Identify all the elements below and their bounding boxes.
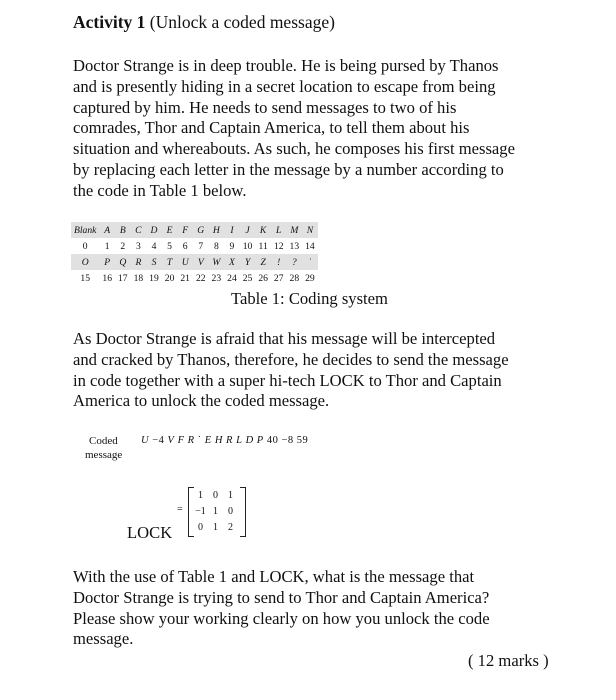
code-token: 59 [296,435,309,446]
coded-label-line: message [85,449,123,461]
coded-message-sequence [141,435,308,446]
intro-paragraph [73,56,573,202]
table-cell: U [177,254,193,270]
table-cell: 1 [104,240,110,252]
code-token: E [204,435,212,446]
code-token: D [245,435,254,446]
code-token: V [167,435,175,446]
lock-matrix [188,487,246,537]
table-cell: O [71,254,99,270]
code-token: P [256,435,264,446]
coded-message-label [85,434,122,462]
question-line: Please show your working clearly on how you unlock the code [73,608,490,628]
table-cell: W [209,254,225,270]
table-cell: 9 [229,240,235,252]
table-cell: 21 [180,272,190,284]
matrix-row [193,519,238,535]
question-line: With the use of Table 1 and LOCK, what is the message that [73,567,475,586]
table-cell: G [193,222,209,238]
table-cell: 15 [80,272,90,284]
intro-line: captured by him. He needs to send messages to two of his [73,97,457,117]
table-cell: N [302,222,318,238]
intro-line: Doctor Strange is in deep trouble. He is being pursed by Thanos [73,56,499,75]
table-row [71,270,318,286]
table-row [71,254,318,270]
table-cell: P [99,254,115,270]
table-cell: Q [115,254,131,270]
intro-line: comrades, Thor and Captain America, to tell them about his [73,118,470,138]
table-cell: D [146,222,162,238]
lock-label: LOCK [127,523,173,542]
table-cell: 7 [198,240,204,252]
table-cell: M [287,222,303,238]
activity-title: Activity 1 [73,12,146,32]
table-cell: 4 [151,240,157,252]
intro-line: situation and whereabouts. As such, he composes his first message [73,139,515,159]
code-token: ˙ [197,435,202,446]
activity-heading [73,12,335,33]
table-cell: 11 [258,240,268,252]
matrix-grid [193,487,238,535]
table-cell: A [99,222,115,238]
equals-sign: = [177,504,183,515]
intro-line: the code in Table 1 below. [73,180,247,200]
table-cell: 22 [195,272,206,284]
question-paragraph [73,567,573,650]
table-cell: Y [240,254,256,270]
second-paragraph [73,329,573,412]
table-cell: ! [271,254,287,270]
table-cell: X [224,254,240,270]
intro-line: and is presently hiding in a secret location to escape from being [73,76,496,96]
table-cell: 0 [82,240,88,252]
coding-table [71,222,318,286]
table-cell: E [162,222,178,238]
table-cell: 8 [213,240,219,252]
table-row [71,222,318,238]
matrix-cell: 1 [198,489,203,501]
paragraph-line: and cracked by Thanos, therefore, he decides to send the message [73,349,509,369]
table-cell: 10 [242,240,253,252]
activity-subtitle: (Unlock a coded message) [149,12,335,32]
code-token: R [187,435,195,446]
table-cell: 5 [167,240,172,252]
matrix-cell: 1 [213,521,218,533]
matrix-row [193,487,238,503]
table-cell: 17 [117,272,128,284]
table-row [71,238,318,254]
table-cell: R [131,254,147,270]
coded-label-line: Coded [89,435,118,447]
table-cell: C [131,222,147,238]
code-token: F [177,435,185,446]
paragraph-line: America to unlock the coded message. [73,391,330,411]
table-cell: ˙ [302,254,318,270]
matrix-row [193,503,238,519]
table-cell: K [255,222,271,238]
table-cell: B [115,222,131,238]
code-token: −4 [152,435,165,446]
intro-line: by replacing each letter in the message by a number according to [73,159,504,179]
table-cell: 28 [289,272,300,284]
table-cell: 26 [258,272,268,284]
matrix-cell: 2 [228,521,233,533]
matrix-cell: 0 [213,489,218,501]
matrix-cell: 1 [228,489,233,501]
table-cell: 3 [135,240,141,252]
code-token: R [226,435,233,446]
table-cell: 6 [182,240,188,252]
table-cell: 25 [242,272,253,284]
table-cell: L [271,222,287,238]
table-cell: 23 [211,272,222,284]
table-caption: Table 1: Coding system [231,289,388,308]
code-token: L [236,435,243,446]
table-cell: V [193,254,209,270]
table-cell: 2 [120,240,126,252]
table-cell: 16 [102,272,112,284]
table-cell: 12 [273,240,284,252]
table-cell: I [224,222,240,238]
table-cell: 14 [305,240,315,252]
paragraph-line: As Doctor Strange is afraid that his message will be intercepted [73,329,496,348]
table-cell: 18 [133,272,144,284]
table-cell: 13 [289,240,300,252]
table-cell: F [177,222,193,238]
marks-label: ( 12 marks ) [468,651,549,670]
right-bracket [240,487,246,537]
code-token: −8 [281,435,294,446]
code-token: U [141,435,150,446]
table-cell: H [209,222,225,238]
table-cell: J [240,222,256,238]
matrix-cell: 1 [213,505,218,517]
table-cell: Blank [71,222,99,238]
matrix-cell: 0 [198,521,203,533]
table-cell: 19 [149,272,159,284]
table-cell: 27 [273,272,284,284]
matrix-cell: −1 [195,505,206,517]
table-cell: 24 [227,272,237,284]
table-cell: Z [255,254,271,270]
table-cell: 29 [305,272,315,284]
code-token: H [214,435,223,446]
paragraph-line: in code together with a super hi-tech LOCK to Thor and Captain [73,370,502,390]
table-cell: S [146,254,162,270]
question-line: message. [73,629,134,649]
table-cell: 20 [164,272,175,284]
table-cell: ? [287,254,303,270]
code-token: 40 [266,435,279,446]
table-cell: T [162,254,178,270]
question-line: Doctor Strange is trying to send to Thor and Captain America? [73,587,490,607]
matrix-cell: 0 [228,505,233,517]
